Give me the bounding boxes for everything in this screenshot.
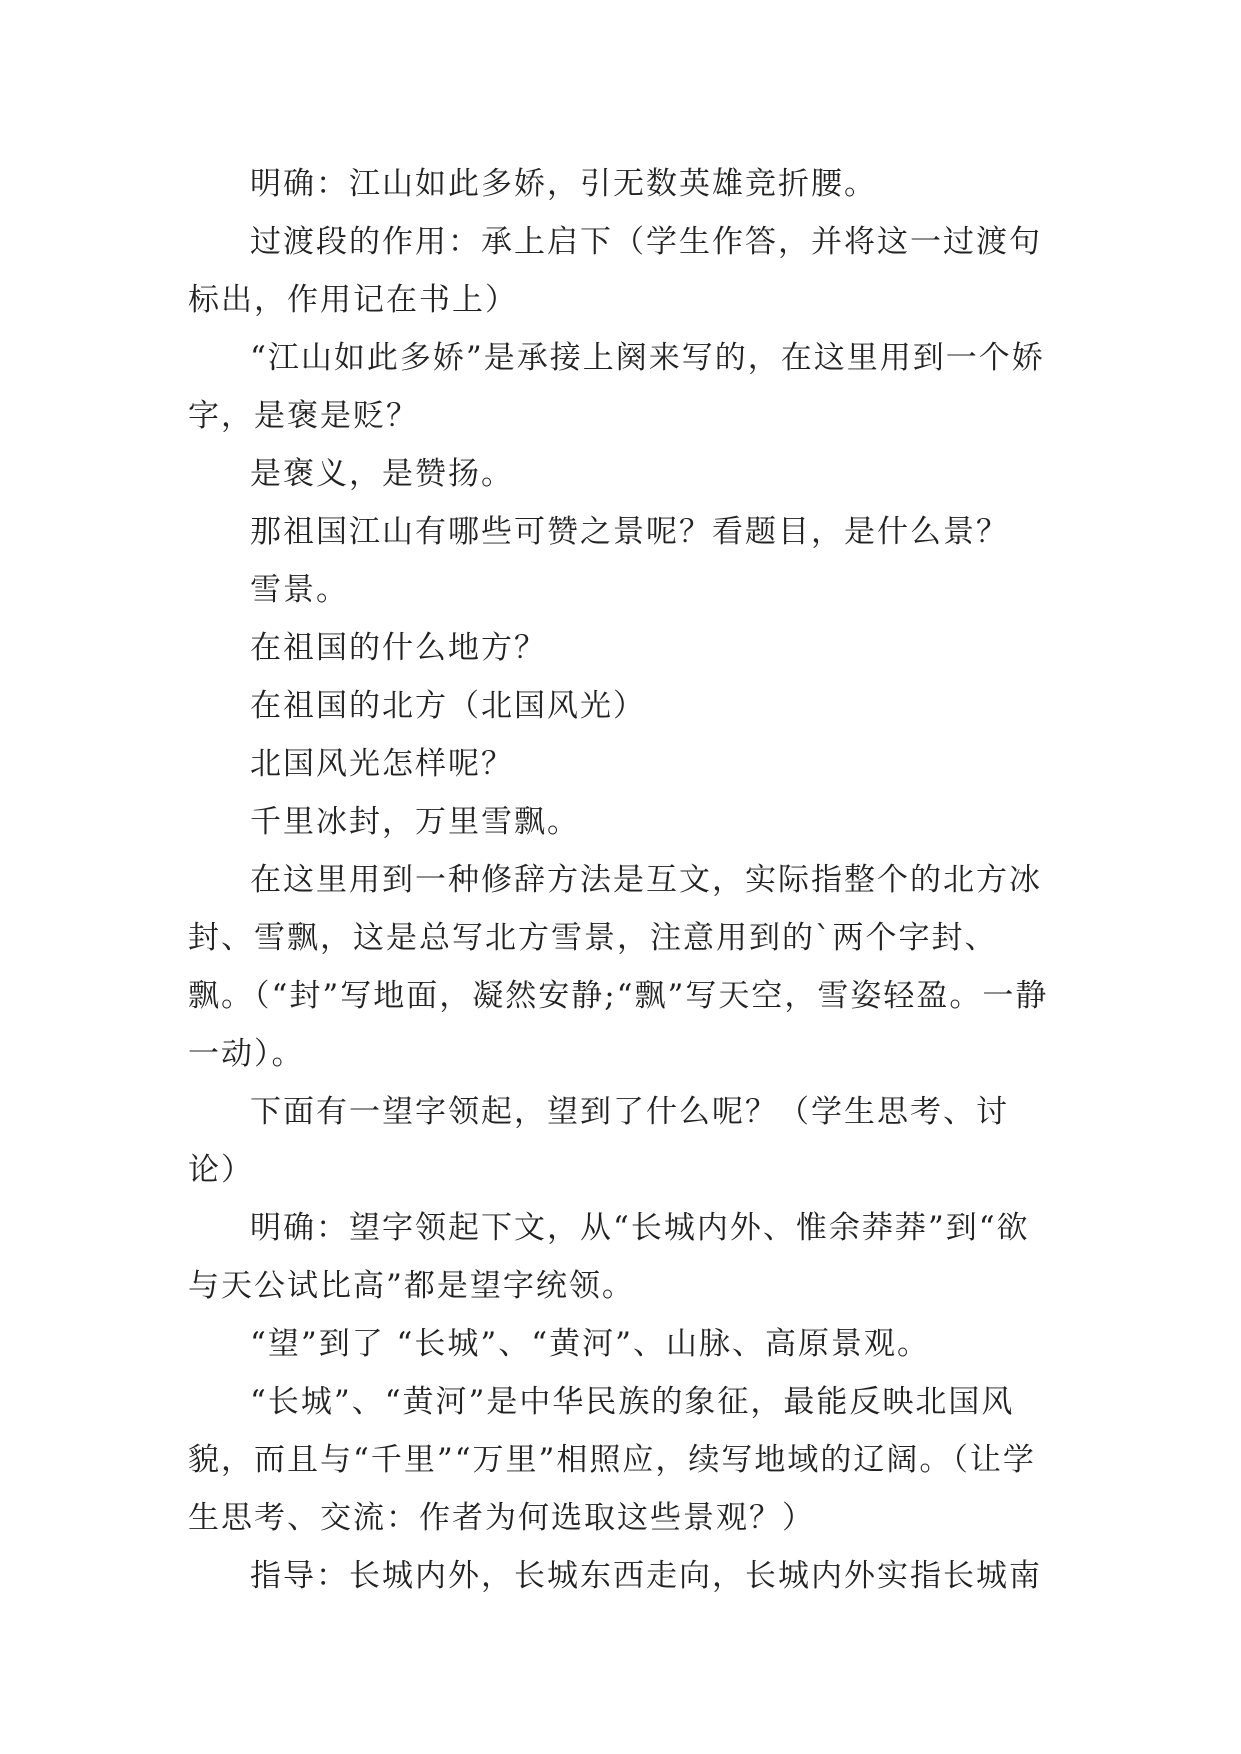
- paragraph-answer-ice: 千里冰封，万里雪飘。: [250, 804, 580, 840]
- paragraph-answer-snow: 雪景。: [250, 572, 349, 608]
- paragraph-question-jiao: “江山如此多娇”是承接上阕来写的，在这里用到一个娇字，是褒是贬？: [188, 340, 1045, 434]
- text-column: [188, 155, 1050, 1605]
- paragraph-question-wang: 下面有一望字领起，望到了什么呢？（学生思考、讨论）: [188, 1094, 1009, 1188]
- paragraph-answer-praise: 是褒义，是赞扬。: [250, 456, 514, 492]
- paragraph-answer-wang: 明确：望字领起下文，从“长城内外、惟余莽莽”到“欲与天公试比高”都是望字统领。: [188, 1210, 1030, 1304]
- paragraph-symbols: “长城”、“黄河”是中华民族的象征，最能反映北国风貌，而且与“千里”“万里”相照应，续写地域的辽阔。（让学生思考、交流：作者为何选取这些景观？）: [188, 1384, 1036, 1536]
- paragraph-landscapes: “望”到了 “长城”、“黄河”、山脉、高原景观。: [250, 1326, 930, 1362]
- paragraph-question-scenery: 那祖国江山有哪些可赞之景呢？看题目，是什么景？: [250, 514, 1009, 550]
- paragraph-question-where: 在祖国的什么地方？: [250, 630, 547, 666]
- paragraph-transition-role: 过渡段的作用：承上启下（学生作答，并将这一过渡句标出，作用记在书上）: [188, 224, 1042, 318]
- paragraph-answer-north: 在祖国的北方（北国风光）: [250, 688, 646, 724]
- paragraph-guidance: 指导：长城内外，长城东西走向，长城内外实指长城南: [250, 1558, 1042, 1594]
- paragraph-answer-1: 明确：江山如此多娇，引无数英雄竞折腰。: [250, 166, 877, 202]
- paragraph-rhetoric: 在这里用到一种修辞方法是互文，实际指整个的北方冰封、雪飘，这是总写北方雪景，注意用到的`两个字封、飘。（“封”写地面，凝然安静;“飘”写天空，雪姿轻盈。一静一动）。: [188, 862, 1049, 1072]
- paragraph-question-how: 北国风光怎样呢？: [250, 746, 514, 782]
